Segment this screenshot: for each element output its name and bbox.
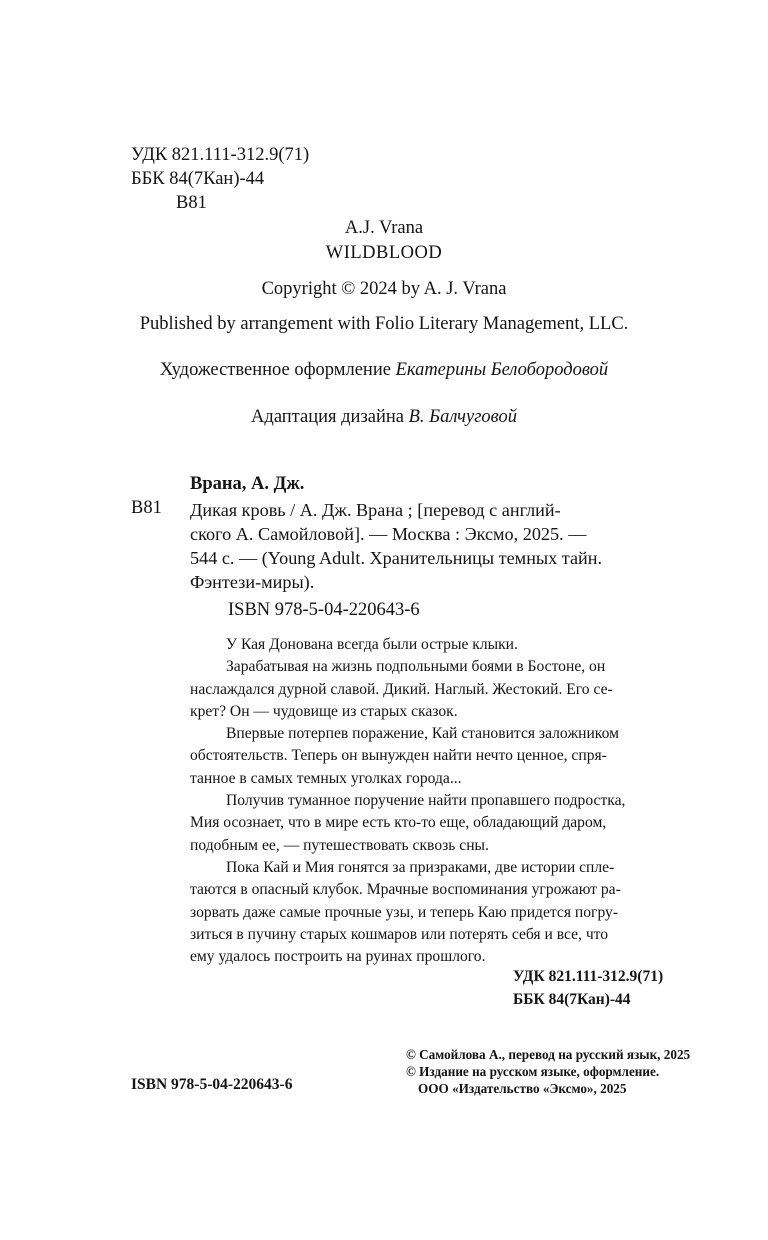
annotation-line: обстоятельств. Теперь он вынужден найти нечто ценное, спря- — [190, 747, 607, 765]
isbn-bottom: ISBN 978-5-04-220643-6 — [131, 1076, 293, 1093]
entry-line: ского А. Самойловой]. — Москва : Эксмо, 2025. — — [190, 524, 587, 544]
entry-line: Дикая кровь / А. Дж. Врана ; [перевод с англий- — [190, 500, 561, 520]
annotation-line: ему удалось построить на руинах прошлого. — [190, 948, 486, 966]
copyright-translation: © Самойлова А., перевод на русский язык, 2025 — [406, 1047, 691, 1062]
published-line: Published by arrangement with Folio Literary Management, LLC. — [139, 314, 629, 334]
annotation-line: Мия осознает, что в мире есть кто-то еще, обладающий даром, — [190, 814, 607, 832]
author-code-top: В81 — [176, 193, 207, 213]
art-credit-name: Екатерины Белобородовой — [395, 360, 609, 380]
design-credit-label: Адаптация дизайна — [251, 407, 409, 427]
copyright-line: Copyright © 2024 by A. J. Vrana — [261, 279, 507, 299]
entry-heading: Врана, А. Дж. — [190, 474, 305, 494]
original-title: WILDBLOOD — [325, 243, 443, 263]
annotation-line: крет? Он — чудовище из старых сказок. — [190, 702, 458, 720]
annotation-line: зиться в пучину старых кошмаров или потерять себя и все, что — [190, 925, 609, 943]
annotation-line: Зарабатывая на жизнь подпольными боями в Бостоне, он — [226, 658, 606, 676]
design-credit-name: В. Балчуговой — [408, 407, 517, 427]
design-credit — [0, 407, 768, 428]
annotation-line: подобным ее, — путешествовать сквозь сны. — [190, 836, 489, 854]
udk-code-top: УДК 821.111-312.9(71) — [131, 145, 310, 165]
bbk-code-bottom: ББК 84(7Кан)-44 — [513, 991, 631, 1008]
annotation-line: зорвать даже самые прочные узы, и теперь Каю придется погру- — [190, 903, 619, 921]
annotation-line: У Кая Донована всегда были острые клыки. — [226, 636, 518, 653]
annotation-line: наслаждался дурной славой. Дикий. Наглый. Жестокий. Его се- — [190, 680, 613, 698]
bbk-code-top: ББК 84(7Кан)-44 — [131, 169, 265, 189]
annotation-line: таются в опасный клубок. Мрачные воспоминания угрожают ра- — [190, 881, 621, 899]
entry-description — [190, 498, 602, 594]
copyright-publisher: ООО «Издательство «Эксмо», 2025 — [418, 1081, 627, 1096]
udk-code-bottom: УДК 821.111-312.9(71) — [513, 968, 664, 985]
art-credit — [0, 360, 768, 381]
copyright-edition: © Издание на русском языке, оформление. — [406, 1064, 660, 1079]
annotation-line: Пока Кай и Мия гонятся за призраками, две истории спле- — [226, 858, 615, 876]
annotation-line: Получив туманное поручение найти пропавшего подростка, — [226, 792, 626, 810]
annotation-line: танное в самых темных уголках города... — [190, 769, 462, 787]
entry-line: 544 с. — (Young Adult. Хранительницы темных тайн. — [190, 548, 603, 568]
annotation — [190, 634, 625, 968]
entry-isbn: ISBN 978-5-04-220643-6 — [228, 600, 420, 620]
art-credit-label: Художественное оформление — [159, 360, 396, 380]
entry-code: В81 — [131, 498, 162, 518]
original-author: A.J. Vrana — [344, 218, 424, 238]
annotation-line: Впервые потерпев поражение, Кай становится заложником — [226, 725, 619, 743]
entry-line: Фэнтези-миры). — [190, 572, 315, 592]
